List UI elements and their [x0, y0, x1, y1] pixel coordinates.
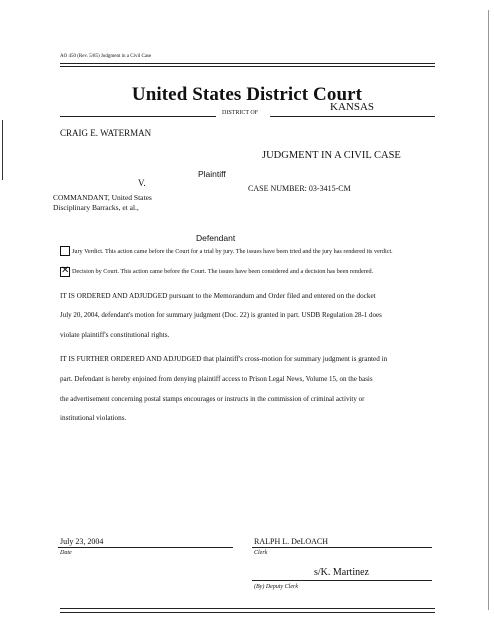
date-rule [58, 547, 233, 548]
header-rule-top [60, 63, 435, 64]
footer-rule-bottom [60, 612, 435, 613]
district-left-rule [60, 116, 216, 117]
decision-by-court-text: Decision by Court. This action came before the Court. The issues have been considered and a decision has been rendered. [72, 268, 374, 275]
footer-rule-top [60, 608, 435, 609]
district-value: KANSAS [330, 101, 375, 113]
jury-verdict-text: Jury Verdict. This action came before the Court for a trial by jury. The issues have been tried and the jury has rendered its verdict. [72, 248, 393, 255]
clerk-rule [252, 547, 432, 548]
date-value: July 23, 2004 [60, 537, 104, 546]
order-line-6: the advertisement concerning postal stamps encourages or instructs in the commission of criminal activity or [60, 395, 365, 403]
order-line-3: violate plaintiff's constitutional rights. [60, 331, 170, 339]
form-code: AO 450 (Rev. 5/85) Judgment in a Civil Case [60, 54, 152, 59]
deputy-label: (By) Deputy Clerk [254, 584, 298, 590]
order-line-2: July 20, 2004, defendant's motion for summary judgment (Doc. 22) is granted in part. USDB Regulation 28-1 does [60, 311, 382, 319]
judgment-title: JUDGMENT IN A CIVIL CASE [262, 150, 401, 161]
page-edge-left [2, 120, 3, 180]
district-label: DISTRICT OF [222, 110, 259, 116]
decision-by-court-checkbox[interactable] [60, 267, 70, 277]
check-mark-icon: ✕ [61, 265, 70, 276]
order-line-4: IT IS FURTHER ORDERED AND ADJUDGED that plaintiff's cross-motion for summary judgment is granted in [60, 355, 388, 363]
order-line-7: institutional violations. [60, 414, 127, 422]
versus: V. [138, 178, 146, 188]
defendant-label: Defendant [196, 233, 236, 243]
defendant-name-line2: Disciplinary Barracks, et al., [53, 203, 139, 212]
header-rule-bottom [60, 66, 435, 67]
defendant-name-line1: COMMANDANT, United States [53, 193, 152, 202]
district-right-rule [270, 116, 435, 117]
jury-verdict-checkbox[interactable] [60, 246, 70, 256]
plaintiff-name: CRAIG E. WATERMAN [60, 128, 152, 138]
court-title: United States District Court [131, 84, 363, 105]
order-line-5: part. Defendant is hereby enjoined from denying plaintiff access to Prison Legal News, Volume 15, on the basis [60, 375, 373, 383]
date-label: Date [60, 550, 72, 556]
clerk-value: RALPH L. DeLOACH [254, 537, 328, 546]
case-number: CASE NUMBER: 03-3415-CM [248, 184, 351, 193]
plaintiff-label: Plaintiff [198, 169, 226, 179]
deputy-signature: s/K. Martinez [314, 567, 369, 578]
clerk-label: Clerk [254, 550, 268, 556]
deputy-rule [252, 580, 432, 581]
order-line-1: IT IS ORDERED AND ADJUDGED pursuant to the Memorandum and Order filed and entered on the docket [60, 292, 376, 300]
